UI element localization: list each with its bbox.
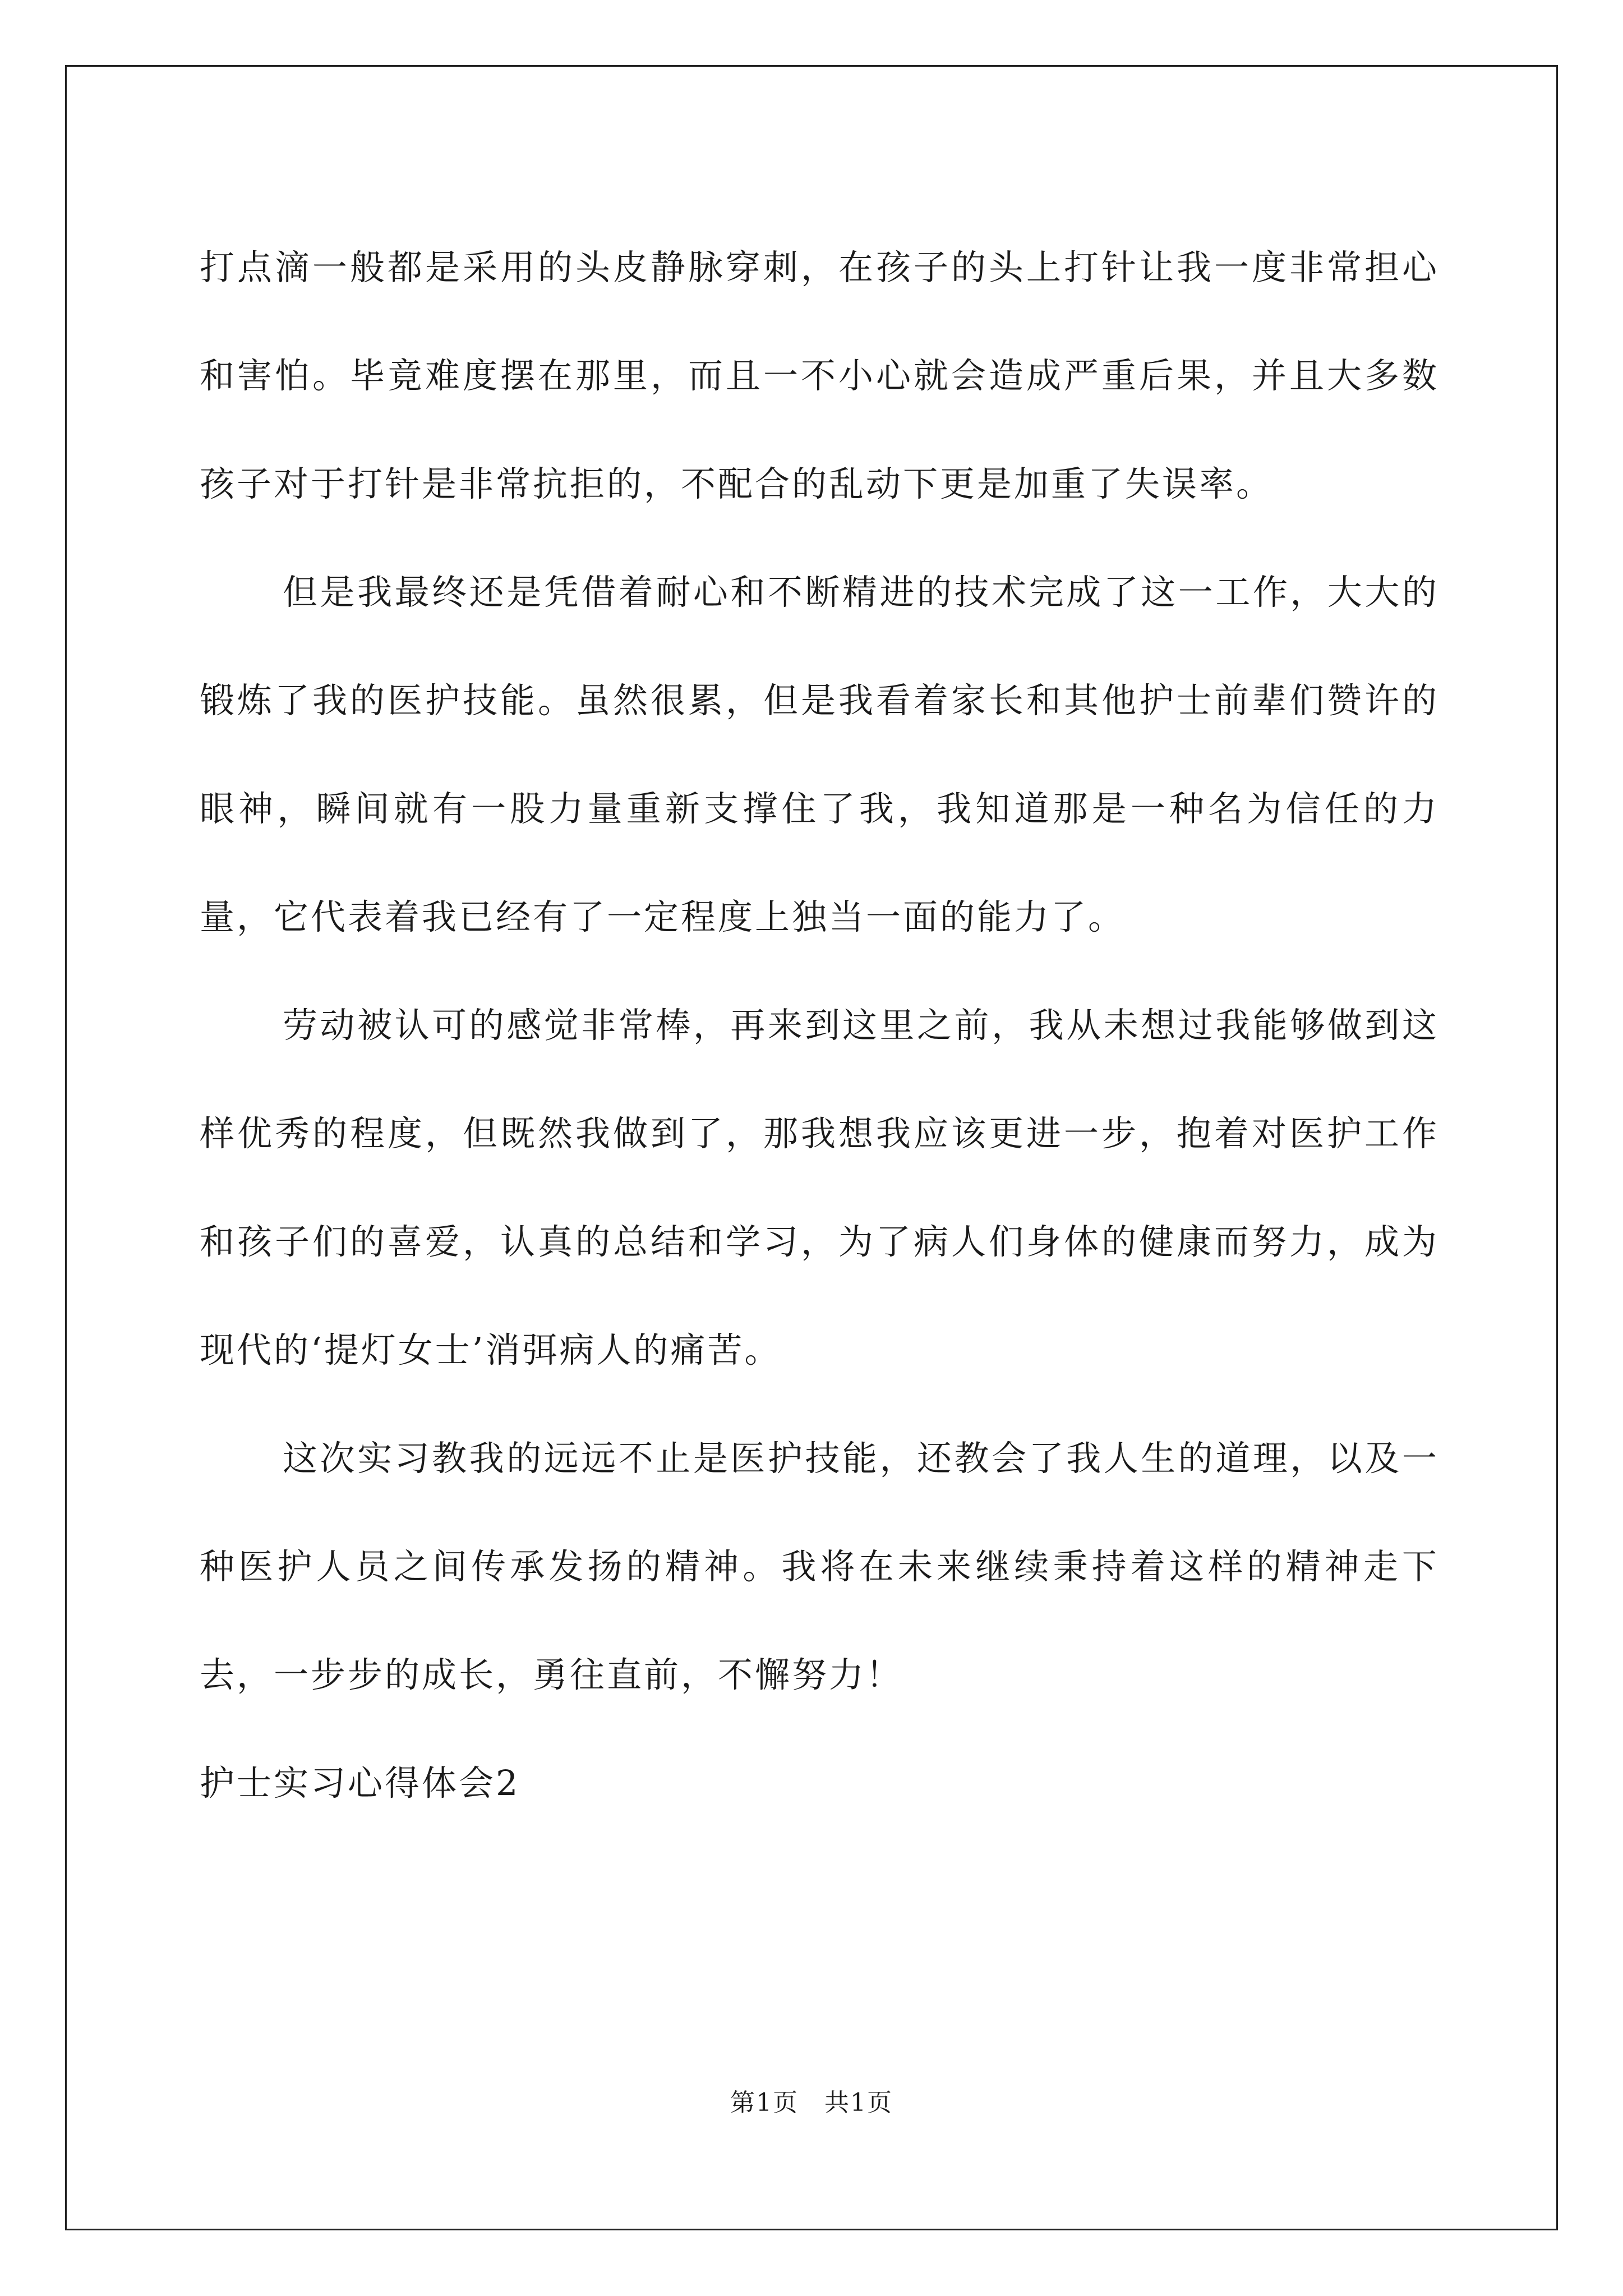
page-number-footer: 第1页 共1页	[730, 2088, 893, 2117]
paragraph-4: 这次实习教我的远远不止是医护技能，还教会了我人生的道理，以及一种医护人员之间传承发扬的精神。我将在未来继续秉持着这样的精神走下去，一步步的成长，勇往直前，不懈努力！	[200, 1438, 1439, 1695]
paragraph-3: 劳动被认可的感觉非常棒，再来到这里之前，我从未想过我能够做到这样优秀的程度，但既然我做到了，那我想我应该更进一步，抱着对医护工作和孩子们的喜爱，认真的总结和学习，为了病人们身体的健康而努力，成为现代的‘提灯女士’消弭病人的痛苦。	[200, 1005, 1439, 1370]
paragraph-1: 打点滴一般都是采用的头皮静脉穿刺，在孩子的头上打针让我一度非常担心和害怕。毕竟难度摆在那里，而且一不小心就会造成严重后果，并且大多数孩子对于打针是非常抗拒的，不配合的乱动下更是加重了失误率。	[200, 247, 1439, 504]
section-heading: 护士实习心得体会2	[200, 1763, 520, 1803]
document-body	[200, 213, 1439, 1837]
paragraph-2: 但是我最终还是凭借着耐心和不断精进的技术完成了这一工作，大大的锻炼了我的医护技能。虽然很累，但是我看着家长和其他护士前辈们赞许的眼神，瞬间就有一股力量重新支撑住了我，我知道那是一种名为信任的力量，它代表着我已经有了一定程度上独当一面的能力了。	[200, 572, 1439, 937]
